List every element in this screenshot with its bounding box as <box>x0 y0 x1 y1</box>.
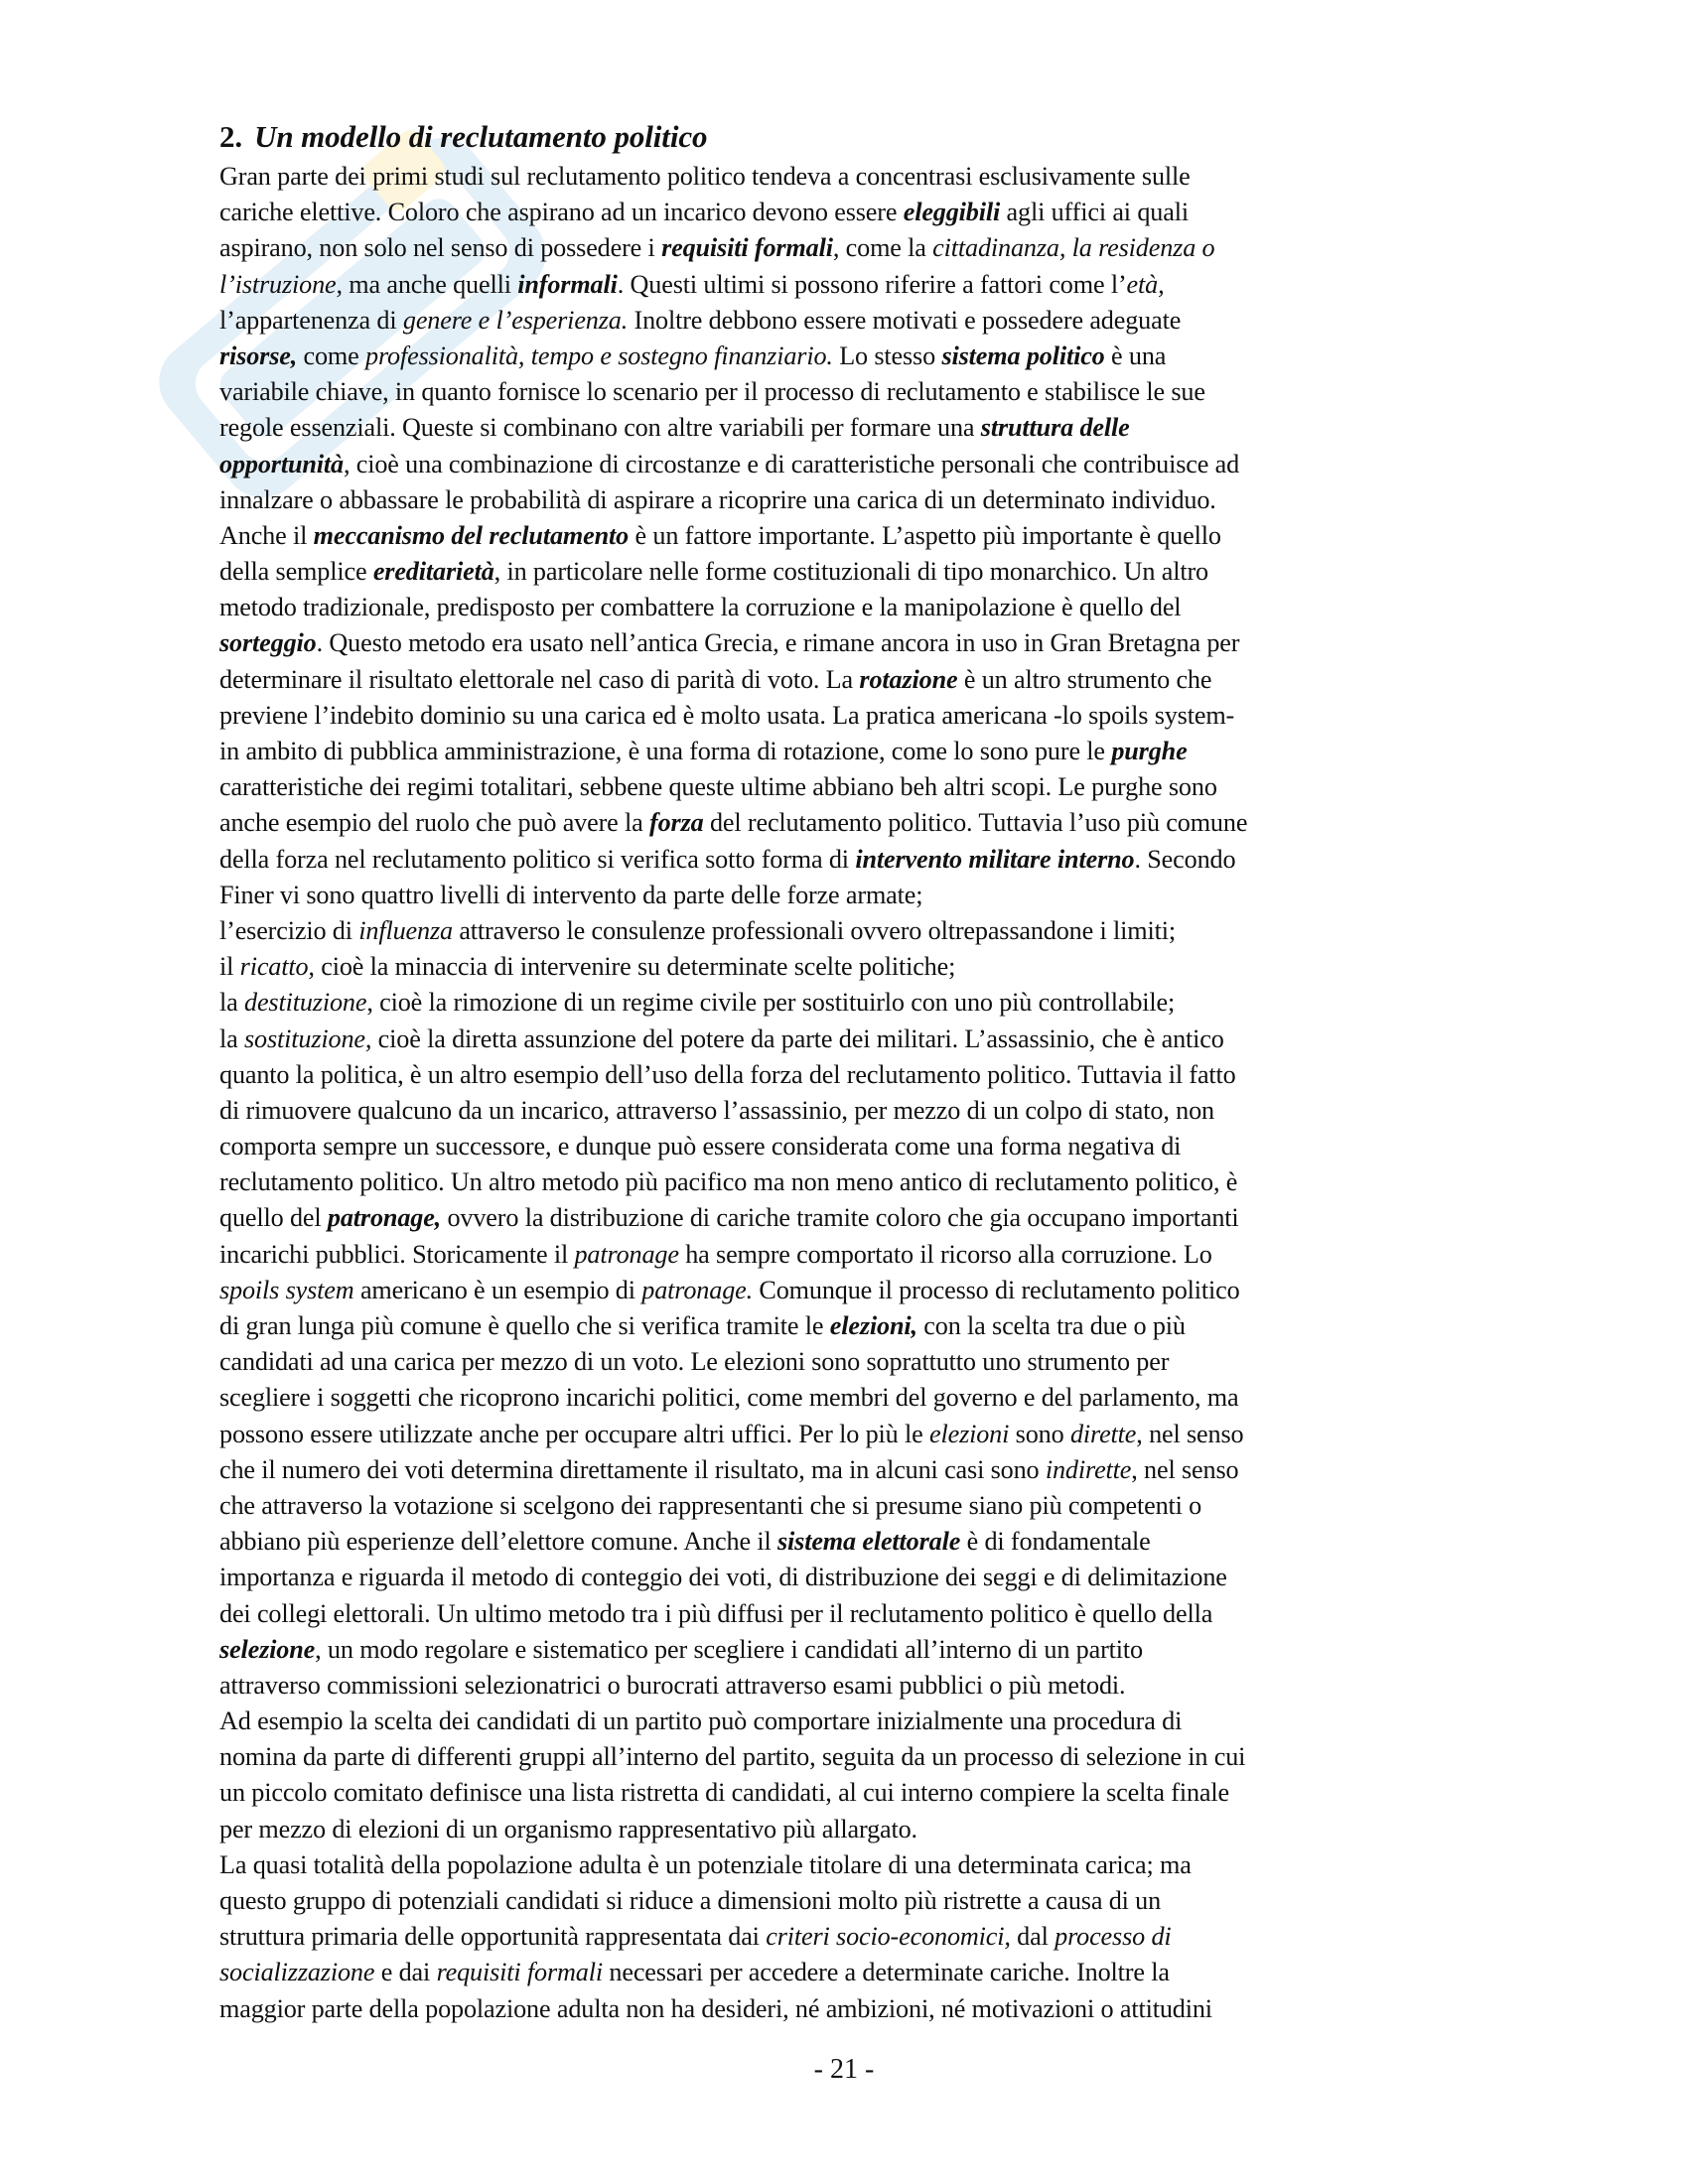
emphasis-term: sorteggio <box>219 628 317 658</box>
section-title <box>219 117 1471 157</box>
text-run: attraverso commissioni selezionatrici o burocrati attraverso esami pubblici o più metodi. <box>219 1670 1126 1700</box>
emphasis-term: requisiti formali <box>661 233 833 263</box>
text-run: regole essenziali. Queste si combinano con altre variabili per formare una <box>219 413 981 443</box>
text-run: anche esempio del ruolo che può avere la <box>219 808 650 838</box>
text-line <box>219 1380 1471 1416</box>
text-line <box>219 303 1471 339</box>
text-run: candidati ad una carica per mezzo di un voto. Le elezioni sono soprattutto uno strumento per <box>219 1347 1170 1377</box>
text-line <box>219 230 1471 266</box>
text-run: che attraverso la votazione si scelgono dei rappresentanti che si presume siano più competenti o <box>219 1490 1202 1520</box>
text-run: Ad esempio la scelta dei candidati di un partito può comportare inizialmente una procedura di <box>219 1706 1183 1736</box>
italic-term: requisiti formali <box>436 1958 604 1987</box>
text-run: la <box>219 988 244 1018</box>
italic-term: cittadinanza, la residenza o <box>932 233 1215 263</box>
text-run: l’esercizio di <box>219 915 359 945</box>
text-run: per mezzo di elezioni di un organismo rappresentativo più allargato. <box>219 1814 917 1843</box>
text-run: , cioè una combinazione di circostanze e di caratteristiche personali che contribuisce ad <box>343 449 1240 478</box>
text-line <box>219 769 1471 805</box>
text-run: e dai <box>374 1958 437 1987</box>
text-line <box>219 1955 1471 1990</box>
text-run: della forza nel reclutamento politico si verifica sotto forma di <box>219 844 856 874</box>
text-run: ovvero la distribuzione di cariche tramite coloro che gia occupano importanti <box>441 1203 1239 1233</box>
italic-term: ricatto, <box>239 952 315 982</box>
text-run: la <box>219 1024 244 1053</box>
text-run: La quasi totalità della popolazione adulta è un potenziale titolare di una determinata carica; ma <box>219 1849 1192 1879</box>
italic-term: destituzione <box>244 988 367 1018</box>
text-line <box>219 1237 1471 1273</box>
text-run: possono essere utilizzate anche per occupare altri uffici. Per lo più le <box>219 1419 929 1448</box>
text-line <box>219 410 1471 446</box>
text-run: è un fattore importante. L’aspetto più importante è quello <box>629 520 1221 550</box>
text-run: il <box>219 952 240 982</box>
text-run: reclutamento politico. Un altro metodo più pacifico ma non meno antico di reclutamento politico, è <box>219 1167 1238 1197</box>
text-line <box>219 447 1471 482</box>
text-run: struttura primaria delle opportunità rappresentata dai <box>219 1922 767 1952</box>
text-line <box>219 1596 1471 1632</box>
text-run: cariche elettive. Coloro che aspirano ad un incarico devono essere <box>219 198 904 227</box>
text-line <box>219 1093 1471 1129</box>
body-text <box>219 159 1471 2027</box>
text-run: . Questi ultimi si possono riferire a fattori come l’ <box>617 269 1127 299</box>
text-run: di rimuovere qualcuno da un incarico, attraverso l’assassinio, per mezzo di un colpo di stato, non <box>219 1095 1214 1125</box>
text-line <box>219 1812 1471 1847</box>
italic-term: spoils system <box>219 1275 354 1304</box>
text-line <box>219 1057 1471 1093</box>
text-run: dei collegi elettorali. Un ultimo metodo tra i più diffusi per il reclutamento politico è quello della <box>219 1598 1213 1628</box>
text-run: incarichi pubblici. Storicamente il <box>219 1239 575 1269</box>
text-line <box>219 1417 1471 1452</box>
text-run: , nel senso <box>1136 1419 1244 1448</box>
text-line <box>219 1560 1471 1595</box>
text-line <box>219 1164 1471 1200</box>
italic-term: influenza <box>358 915 453 945</box>
text-run: del reclutamento politico. Tuttavia l’uso più comune <box>703 808 1248 838</box>
text-run: ma anche quelli <box>342 269 518 299</box>
text-line <box>219 1129 1471 1164</box>
text-run: attraverso le consulenze professionali ovvero oltrepassandone i limiti; <box>452 915 1176 945</box>
text-line <box>219 267 1471 303</box>
text-line <box>219 842 1471 878</box>
text-run: , in particolare nelle forme costituzionali di tipo monarchico. Un altro <box>493 557 1208 587</box>
text-run: è di fondamentale <box>960 1527 1151 1557</box>
text-line <box>219 374 1471 410</box>
text-run: è una <box>1104 341 1167 370</box>
italic-term: professionalità, tempo e sostegno finanziario. <box>365 341 833 370</box>
emphasis-term: patronage, <box>327 1203 442 1233</box>
text-line <box>219 1308 1471 1344</box>
text-run: . Secondo <box>1134 844 1236 874</box>
emphasis-term: opportunità <box>219 449 344 478</box>
text-run: dal <box>1010 1922 1055 1952</box>
text-run: comporta sempre un successore, e dunque può essere considerata come una forma negativa di <box>219 1132 1182 1161</box>
text-run: Finer vi sono quattro livelli di intervento da parte delle forze armate; <box>219 880 923 909</box>
text-run: , come la <box>832 233 933 263</box>
text-run: agli uffici ai quali <box>1000 198 1189 227</box>
text-line <box>219 625 1471 661</box>
text-run: con la scelta tra due o più <box>916 1311 1186 1340</box>
text-line <box>219 1668 1471 1704</box>
text-run: . Questo metodo era usato nell’antica Grecia, e rimane ancora in uso in Gran Bretagna per <box>316 628 1240 658</box>
text-run: previene l’indebito dominio su una carica ed è molto usata. La pratica americana -lo spoils system- <box>219 700 1235 730</box>
text-line <box>219 1524 1471 1560</box>
text-line <box>219 1847 1471 1883</box>
italic-term: elezioni <box>929 1419 1010 1448</box>
text-line <box>219 518 1471 554</box>
text-line <box>219 734 1471 769</box>
italic-term: patronage. <box>641 1275 754 1304</box>
text-line <box>219 482 1471 518</box>
text-line <box>219 805 1471 841</box>
text-line <box>219 1022 1471 1057</box>
emphasis-term: informali <box>517 269 618 299</box>
text-run: americano è un esempio di <box>353 1275 642 1304</box>
emphasis-term: selezione <box>219 1634 316 1664</box>
text-run: della semplice <box>219 557 373 587</box>
text-run: necessari per accedere a determinate cariche. Inoltre la <box>603 1958 1170 1987</box>
text-run: ha sempre comportato il ricorso alla corruzione. Lo <box>678 1239 1212 1269</box>
text-run: come <box>297 341 366 370</box>
text-run: Anche il <box>219 520 314 550</box>
text-run: di gran lunga più comune è quello che si verifica tramite le <box>219 1311 830 1340</box>
text-line <box>219 985 1471 1021</box>
text-run: Gran parte dei primi studi sul reclutamento politico tendeva a concentrasi esclusivamente sulle <box>219 162 1191 191</box>
emphasis-term: elezioni, <box>829 1311 917 1340</box>
italic-term: indirette <box>1045 1454 1132 1484</box>
text-run: , cioè la rimozione di un regime civile per sostituirlo con uno più controllabile; <box>366 988 1176 1018</box>
document-page <box>219 117 1471 2027</box>
italic-term: sostituzione, <box>244 1024 372 1053</box>
emphasis-term: rotazione <box>859 664 958 694</box>
text-line <box>219 1632 1471 1668</box>
text-run: variabile chiave, in quanto fornisce lo scenario per il processo di reclutamento e stabilisce le sue <box>219 377 1205 407</box>
text-run: scegliere i soggetti che ricoprono incarichi politici, come membri del governo e del parlamento, ma <box>219 1383 1239 1413</box>
text-run: maggior parte della popolazione adulta non ha desideri, né ambizioni, né motivazioni o attitudini <box>219 1993 1212 2023</box>
text-run: che il numero dei voti determina direttamente il risultato, ma in alcuni casi sono <box>219 1454 1046 1484</box>
text-line <box>219 195 1471 230</box>
section-title-text: Un modello di reclutamento politico <box>254 119 708 154</box>
text-line <box>219 1991 1471 2027</box>
italic-term: l’istruzione, <box>219 269 343 299</box>
emphasis-term: risorse, <box>219 341 298 370</box>
text-run: è un altro strumento che <box>957 664 1212 694</box>
italic-term: patronage <box>574 1239 679 1269</box>
text-run: nomina da parte di differenti gruppi all’interno del partito, seguita da un processo di selezione in cui <box>219 1742 1246 1772</box>
text-line <box>219 949 1471 985</box>
emphasis-term: purghe <box>1111 737 1188 765</box>
text-line <box>219 1919 1471 1955</box>
text-line <box>219 913 1471 949</box>
emphasis-term: forza <box>649 808 704 838</box>
text-run: Inoltre debbono essere motivati e possedere adeguate <box>628 305 1182 335</box>
text-run: , un modo regolare e sistematico per scegliere i candidati all’interno di un partito <box>315 1634 1143 1664</box>
italic-term: socializzazione <box>219 1958 375 1987</box>
page-number: - 21 - <box>813 2054 875 2085</box>
text-line <box>219 1452 1471 1488</box>
text-line <box>219 1883 1471 1919</box>
emphasis-term: struttura delle <box>980 413 1130 443</box>
text-run: determinare il risultato elettorale nel caso di parità di voto. La <box>219 664 860 694</box>
text-line <box>219 1344 1471 1380</box>
emphasis-term: eleggibili <box>903 198 1001 227</box>
text-run: un piccolo comitato definisce una lista ristretta di candidati, al cui interno compiere la scelta finale <box>219 1778 1229 1808</box>
text-run: l’appartenenza di <box>219 305 403 335</box>
text-run: cioè la minaccia di intervenire su determinate scelte politiche; <box>314 952 956 982</box>
italic-term: criteri socio-economici, <box>766 1922 1011 1952</box>
emphasis-term: sistema elettorale <box>776 1527 961 1557</box>
emphasis-term: meccanismo del reclutamento <box>313 520 630 550</box>
text-run: importanza e riguarda il metodo di conteggio dei voti, di distribuzione dei seggi e di delimitazione <box>219 1563 1227 1592</box>
text-line <box>219 698 1471 734</box>
text-run: abbiano più esperienze dell’elettore comune. Anche il <box>219 1527 777 1557</box>
text-run: caratteristiche dei regimi totalitari, sebbene queste ultime abbiano beh altri scopi. Le purghe sono <box>219 772 1217 802</box>
text-line <box>219 1273 1471 1308</box>
text-run: Lo stesso <box>832 341 942 370</box>
text-run: cioè la diretta assunzione del potere da parte dei militari. L’assassinio, che è antico <box>371 1024 1224 1053</box>
emphasis-term: sistema politico <box>941 341 1105 370</box>
text-run: Comunque il processo di reclutamento politico <box>753 1275 1240 1304</box>
text-line <box>219 1739 1471 1775</box>
text-line <box>219 339 1471 374</box>
text-line <box>219 1704 1471 1739</box>
text-run: aspirano, non solo nel senso di possedere i <box>219 233 662 263</box>
emphasis-term: intervento militare interno <box>855 844 1135 874</box>
text-line <box>219 1488 1471 1524</box>
text-run: quanto la politica, è un altro esempio dell’uso della forza del reclutamento politico. Tuttavia il fatto <box>219 1059 1236 1089</box>
text-run: , nel senso <box>1131 1454 1239 1484</box>
section-number: 2. <box>219 119 243 154</box>
text-run: questo gruppo di potenziali candidati si riduce a dimensioni molto più ristrette a causa di un <box>219 1886 1162 1915</box>
italic-term: dirette <box>1069 1419 1137 1448</box>
text-line <box>219 1200 1471 1236</box>
text-run: sono <box>1009 1419 1070 1448</box>
italic-term: genere e l’esperienza. <box>402 305 629 335</box>
emphasis-term: ereditarietà <box>372 557 494 587</box>
text-run: innalzare o abbassare le probabilità di aspirare a ricoprire una carica di un determinato individuo. <box>219 484 1216 514</box>
text-run: quello del <box>219 1203 328 1233</box>
text-line <box>219 590 1471 625</box>
text-line <box>219 878 1471 913</box>
italic-term: processo di <box>1055 1922 1172 1952</box>
text-run: metodo tradizionale, predisposto per combattere la corruzione e la manipolazione è quello del <box>219 593 1182 622</box>
text-line <box>219 554 1471 590</box>
text-run: in ambito di pubblica amministrazione, è una forma di rotazione, come lo sono pure le <box>219 737 1112 765</box>
text-line <box>219 159 1471 195</box>
italic-term: età, <box>1126 269 1165 299</box>
text-line <box>219 662 1471 698</box>
text-line <box>219 1775 1471 1811</box>
